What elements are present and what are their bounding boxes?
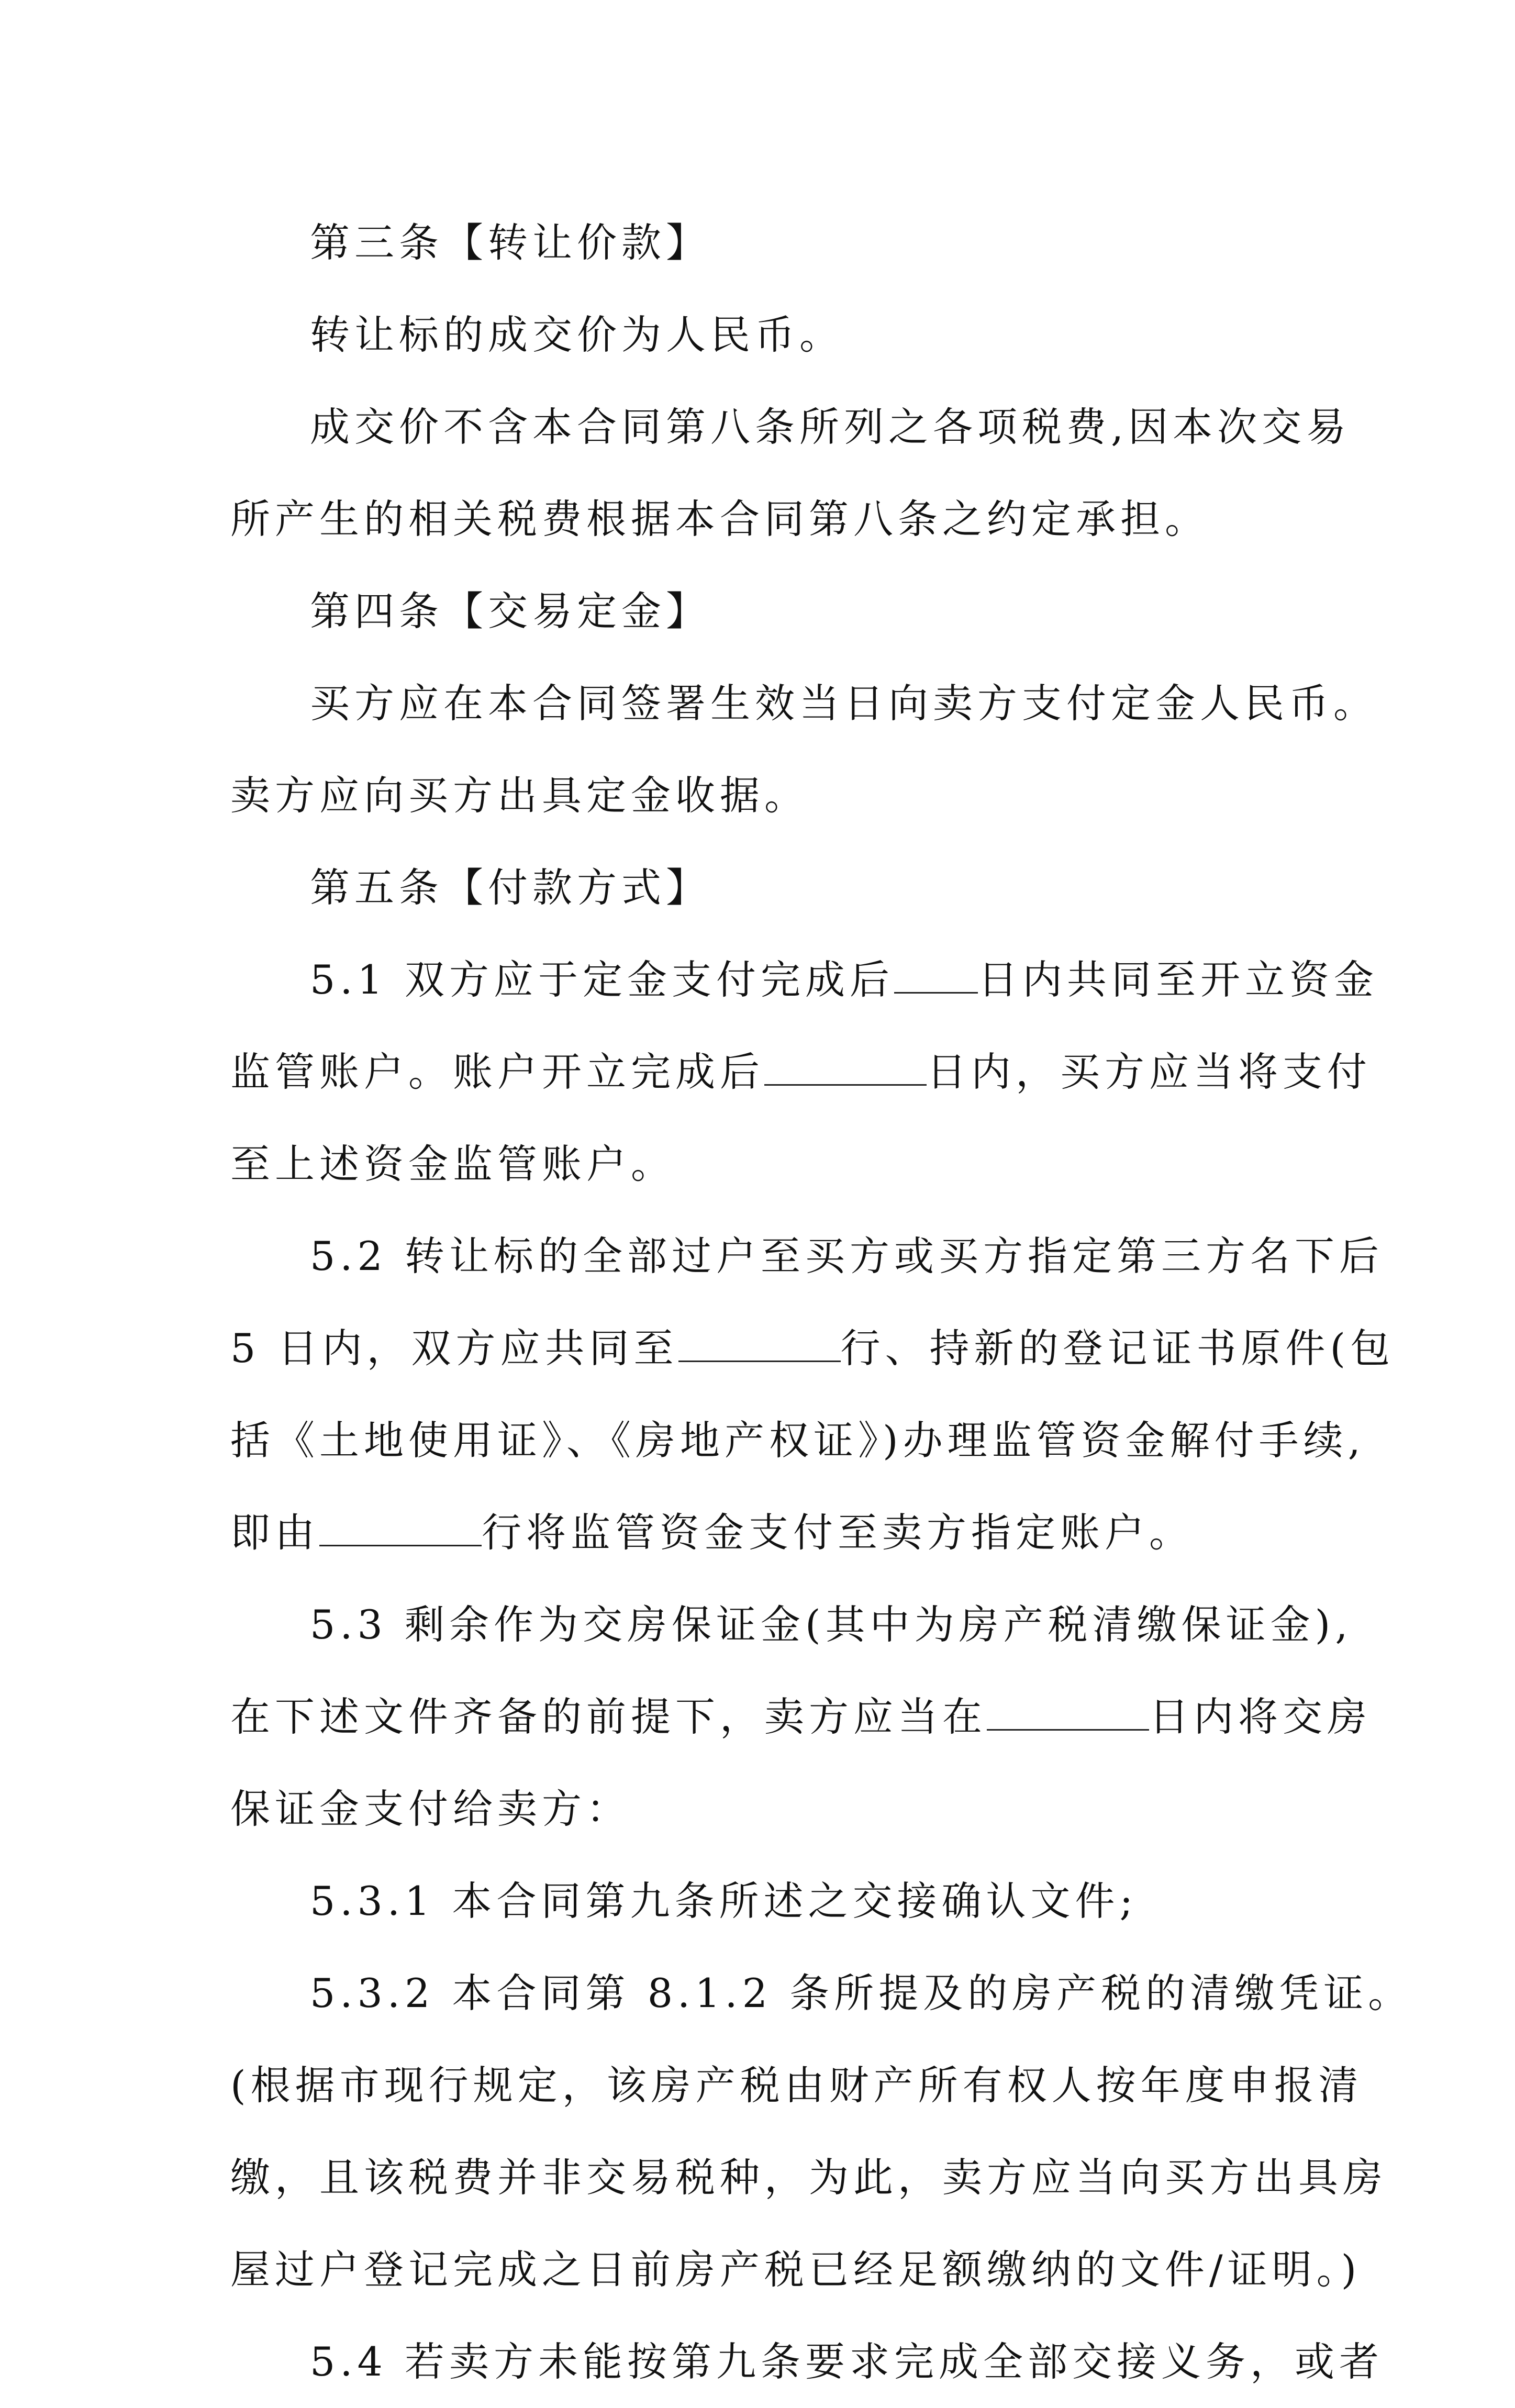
clause-text: 日内共同至开立资金 bbox=[978, 956, 1379, 1003]
clause-5-1-line-2 bbox=[230, 1026, 1372, 1118]
clause-5-3-2-line-3: 缴，且该税费并非交易税种，为此，卖方应当向买方出具房 bbox=[230, 2154, 1387, 2201]
article-3-paragraph-2-line-1: 成交价不含本合同第八条所列之各项税费,因本次交易 bbox=[310, 404, 1351, 450]
fill-blank bbox=[764, 1052, 927, 1086]
clause-text: 日内，买方应当将支付 bbox=[927, 1049, 1372, 1095]
clause-text: 在下述文件齐备的前提下，卖方应当在 bbox=[230, 1693, 987, 1740]
article-4-paragraph-line-1: 买方应在本合同签署生效当日向卖方支付定金人民币。 bbox=[310, 680, 1378, 727]
article-3-paragraph-2-line-2: 所产生的相关税费根据本合同第八条之约定承担。 bbox=[230, 496, 1209, 542]
clause-5-1-line-1 bbox=[230, 934, 1379, 1026]
fill-blank bbox=[678, 1328, 841, 1362]
document-page bbox=[230, 197, 1413, 2408]
article-5-title: 第五条【付款方式】 bbox=[310, 864, 710, 911]
article-3-paragraph-1: 转让标的成交价为人民币。 bbox=[310, 311, 844, 358]
clause-5-3-1: 5.3.1 本合同第九条所述之交接确认文件; bbox=[310, 1878, 1138, 1924]
clause-5-3-2-line-4: 屋过户登记完成之日前房产税已经足额缴纳的文件/证明。) bbox=[230, 2246, 1362, 2293]
fill-blank bbox=[987, 1697, 1149, 1731]
fill-blank bbox=[894, 960, 978, 994]
clause-5-2-line-2 bbox=[230, 1302, 1395, 1395]
clause-text: 行将监管资金支付至卖方指定账户。 bbox=[482, 1509, 1194, 1556]
clause-text: 5.1 双方应于定金支付完成后 bbox=[310, 956, 895, 1003]
article-4-paragraph-line-2: 卖方应向买方出具定金收据。 bbox=[230, 772, 809, 819]
fill-blank bbox=[319, 1512, 482, 1546]
clause-5-3-2-line-2: (根据市现行规定，该房产税由财产所有权人按年度申报清 bbox=[230, 2062, 1363, 2109]
clause-5-2-line-4 bbox=[230, 1487, 1288, 1579]
clause-text: 即由 bbox=[230, 1509, 319, 1556]
clause-5-3-2-line-1: 5.3.2 本合同第 8.1.2 条所提及的房产税的清缴凭证。 bbox=[310, 1970, 1413, 2016]
clause-5-3-line-1: 5.3 剩余作为交房保证金(其中为房产税清缴保证金), bbox=[310, 1601, 1353, 1648]
clause-5-1-line-3: 至上述资金监管账户。 bbox=[230, 1141, 675, 1187]
article-3-title: 第三条【转让价款】 bbox=[310, 219, 710, 266]
clause-5-4-line-1: 5.4 若卖方未能按第九条要求完成全部交接义务，或者 bbox=[310, 2338, 1384, 2385]
clause-5-3-line-3: 保证金支付给卖方： bbox=[230, 1786, 631, 1832]
clause-text: 日内将交房 bbox=[1149, 1693, 1372, 1740]
clause-5-2-line-3: 括《土地使用证》、《房地产权证》)办理监管资金解付手续, bbox=[230, 1417, 1365, 1464]
clause-text: 5 日内，双方应共同至 bbox=[230, 1325, 678, 1372]
clause-text: 行、持新的登记证书原件(包 bbox=[840, 1325, 1395, 1372]
article-4-title: 第四条【交易定金】 bbox=[310, 588, 710, 634]
clause-text: 监管账户。账户开立完成后 bbox=[230, 1049, 764, 1095]
clause-5-3-line-2 bbox=[230, 1671, 1372, 1763]
clause-5-2-line-1: 5.2 转让标的全部过户至买方或买方指定第三方名下后 bbox=[310, 1233, 1384, 1279]
